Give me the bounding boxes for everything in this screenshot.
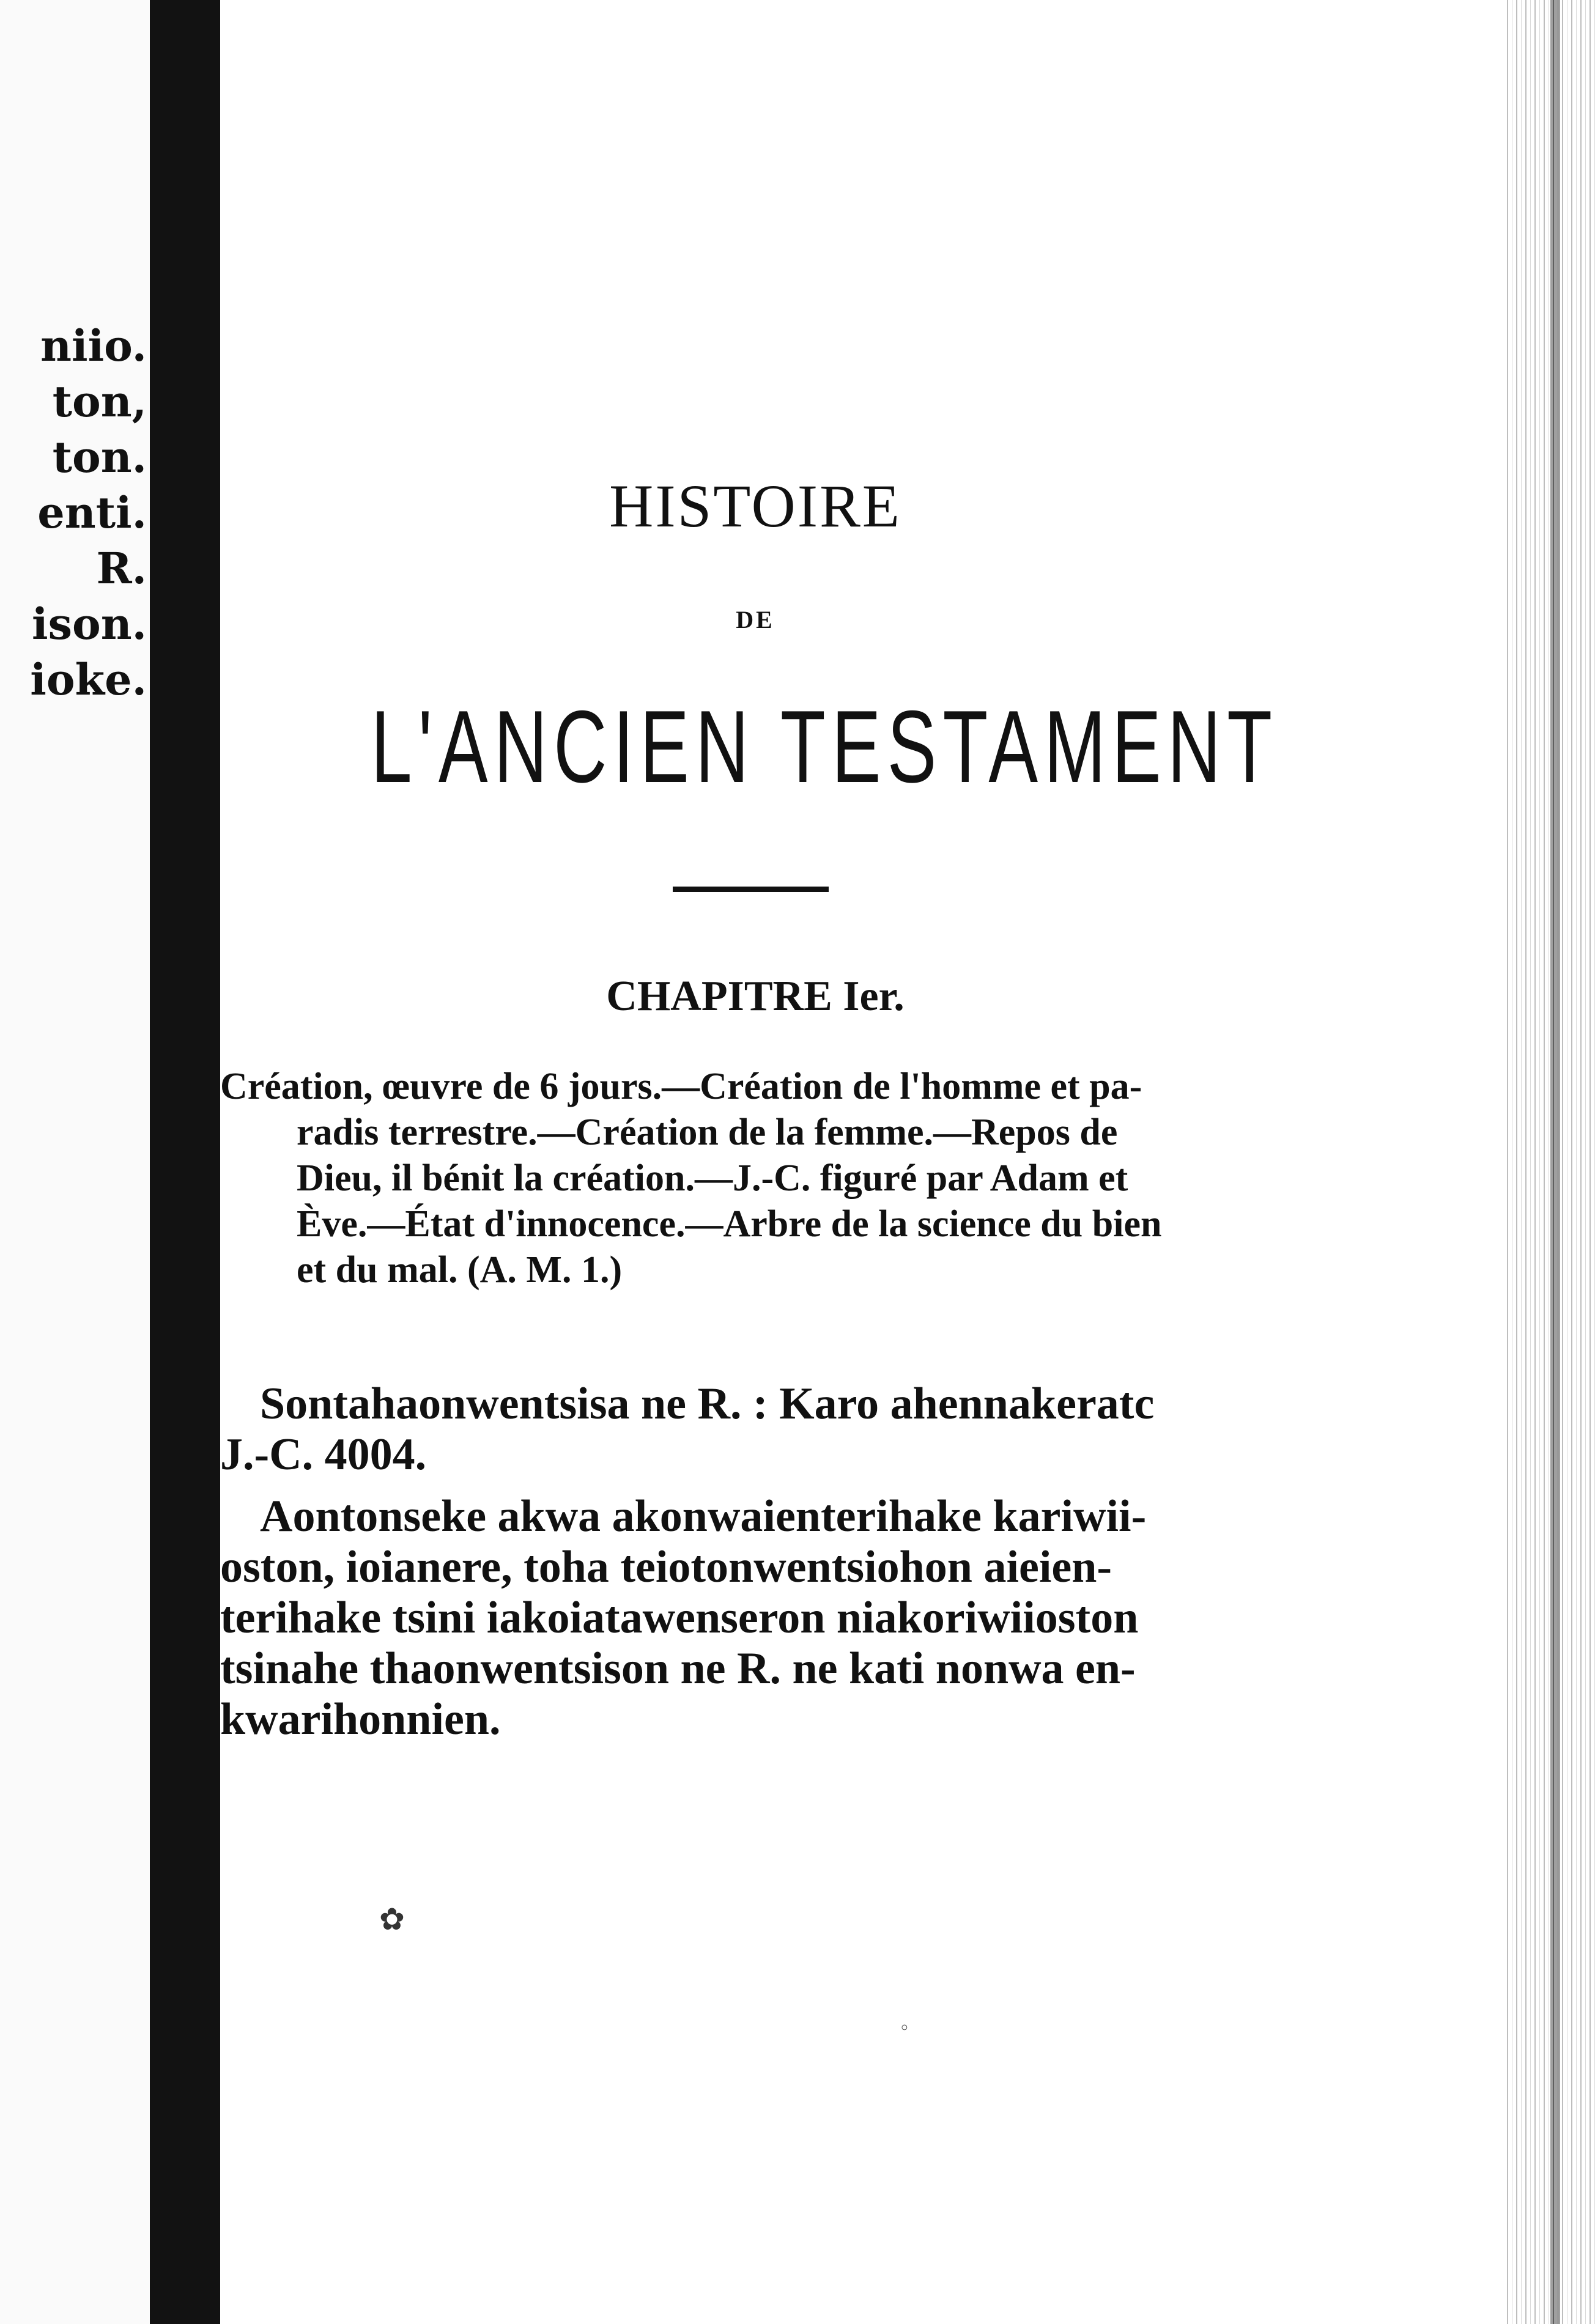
paragraph-line: Aontonseke akwa akonwaienterihake kariwii- — [260, 1491, 1147, 1541]
book-page — [220, 0, 1550, 2324]
book-gutter — [150, 0, 220, 2324]
paragraph-line: tsinahe thaonwentsison ne R. ne kati nonwa en- — [220, 1643, 1136, 1694]
paragraph-line: kwarihonnien. — [220, 1694, 501, 1744]
summary-line: Dieu, il bénit la création.—J.-C. figuré par Adam et — [297, 1157, 1128, 1199]
facing-line: ton, — [52, 376, 147, 427]
facing-line: niio. — [40, 320, 147, 371]
paragraph-line: J.-C. 4004. — [220, 1429, 427, 1480]
facing-line: R. — [96, 543, 147, 594]
summary-line: Création, œuvre de 6 jours.—Création de l'homme et pa- — [220, 1066, 1142, 1107]
paragraph-line: oston, ioianere, toha teiotonwentsiohon aieien- — [220, 1542, 1112, 1592]
chapter-heading: CHAPITRE Ier. — [606, 973, 905, 1020]
summary-line: Ève.—État d'innocence.—Arbre de la science du bien — [297, 1203, 1162, 1245]
facing-line: ioke. — [30, 654, 147, 705]
paragraph-line: terihake tsini iakoiatawenseron niakoriwiioston — [220, 1593, 1139, 1643]
summary-line: et du mal. (A. M. 1.) — [297, 1249, 623, 1291]
facing-line: enti. — [37, 487, 147, 538]
body-text — [220, 1379, 1284, 1745]
facing-page-text — [0, 318, 147, 707]
chapter-summary — [220, 1064, 1278, 1293]
title-connector: DE — [736, 606, 775, 633]
main-title: L'ANCIEN TESTAMENT — [371, 689, 1279, 804]
facing-line: ton. — [52, 432, 147, 482]
ink-speck-mark: ◦ — [899, 2018, 910, 2039]
ink-blot-mark: ✿ — [379, 1902, 405, 1937]
title-rule — [673, 887, 829, 892]
page-title: HISTOIRE — [609, 472, 901, 540]
paragraph-line: Sontahaonwentsisa ne R. : Karo ahennakeratc — [260, 1379, 1155, 1429]
facing-page — [0, 0, 150, 2324]
summary-line: radis terrestre.—Création de la femme.—Repos de — [297, 1112, 1118, 1153]
facing-line: ison. — [32, 599, 147, 649]
